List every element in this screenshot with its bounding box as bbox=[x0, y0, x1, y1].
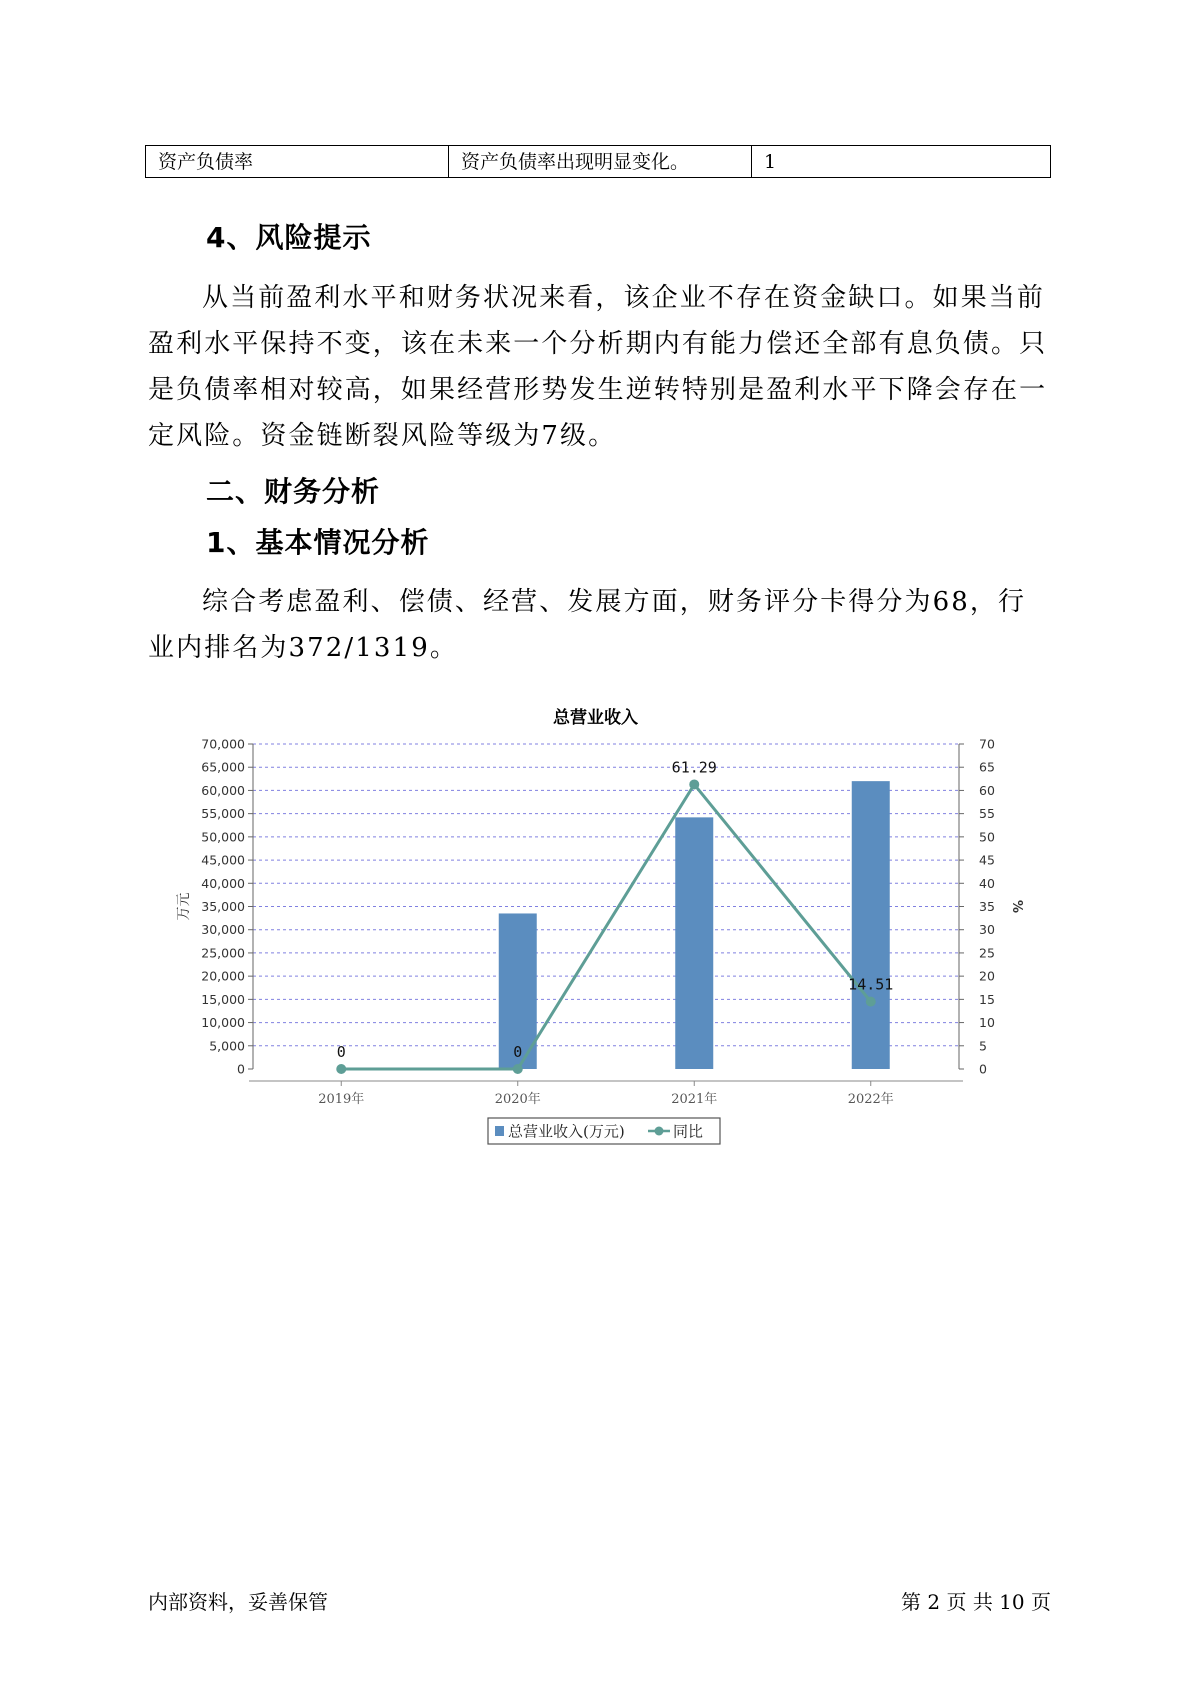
y-tick-label: 60,000 bbox=[201, 782, 245, 798]
x-axis-ticks bbox=[318, 1081, 894, 1107]
bar-series bbox=[499, 781, 890, 1069]
y-tick-label: 70,000 bbox=[201, 736, 245, 752]
y2-tick-label: 25 bbox=[979, 945, 995, 961]
revenue-bar bbox=[852, 781, 890, 1069]
left-axis-label: 万元 bbox=[176, 892, 192, 921]
line-series bbox=[336, 758, 893, 1074]
y2-tick-label: 10 bbox=[979, 1015, 995, 1031]
x-tick-label: 2021年 bbox=[671, 1092, 718, 1107]
risk-paragraph: 从当前盈利水平和财务状况来看，该企业不存在资金缺口。如果当前盈利水平保持不变，该在未来一个分析期内有能力偿还全部有息负债。只是负债率相对较高，如果经营形势发生逆转特别是盈利水平下降会存在一定风险。资金链断裂风险等级为7级。 bbox=[148, 283, 1048, 451]
risk-heading: 4、风险提示 bbox=[206, 221, 372, 254]
y2-tick-label: 70 bbox=[979, 736, 995, 752]
basic-analysis-paragraph: 综合考虑盈利、偿债、经营、发展方面，财务评分卡得分为68，行业内排名为372/1319。 bbox=[148, 587, 1027, 663]
y2-tick-label: 35 bbox=[979, 899, 995, 914]
yoy-data-label: 0 bbox=[336, 1043, 346, 1061]
y-tick-label: 40,000 bbox=[201, 875, 245, 891]
yoy-point bbox=[513, 1064, 523, 1074]
yoy-data-label: 14.51 bbox=[848, 975, 894, 994]
table-cell-description: 资产负债率出现明显变化。 bbox=[449, 146, 752, 177]
y-tick-label: 5,000 bbox=[209, 1038, 245, 1054]
footer-page-number: 第 2 页 共 10 页 bbox=[901, 1590, 1051, 1614]
legend-line-label: 同比 bbox=[673, 1122, 704, 1141]
y-tick-label: 15,000 bbox=[201, 991, 245, 1007]
footer-confidential: 内部资料，妥善保管 bbox=[148, 1590, 328, 1614]
yoy-point bbox=[336, 1064, 346, 1074]
y-tick-label: 65,000 bbox=[201, 759, 245, 775]
y-tick-label: 55,000 bbox=[201, 806, 245, 822]
y-tick-label: 20,000 bbox=[201, 968, 245, 984]
right-axis-ticks bbox=[959, 737, 995, 1077]
yoy-line bbox=[341, 784, 871, 1069]
y-tick-label: 30,000 bbox=[201, 922, 245, 938]
yoy-data-label: 61.29 bbox=[671, 758, 717, 777]
legend-bar-swatch bbox=[495, 1126, 504, 1136]
right-axis-label: % bbox=[1009, 899, 1024, 914]
yoy-data-label: 0 bbox=[513, 1043, 523, 1061]
table-cell-value: 1 bbox=[764, 151, 777, 173]
y-tick-label: 0 bbox=[237, 1061, 245, 1077]
y-tick-label: 10,000 bbox=[201, 1015, 245, 1031]
yoy-point bbox=[689, 779, 699, 789]
y2-tick-label: 45 bbox=[979, 852, 995, 868]
y2-tick-label: 5 bbox=[979, 1038, 987, 1054]
chart-legend bbox=[488, 1118, 720, 1144]
y2-tick-label: 55 bbox=[979, 806, 995, 822]
y2-tick-label: 50 bbox=[979, 829, 995, 845]
y2-tick-label: 60 bbox=[979, 782, 995, 798]
legend-bar-label: 总营业收入(万元) bbox=[508, 1122, 625, 1141]
x-tick-label: 2019年 bbox=[318, 1092, 365, 1107]
y-tick-label: 35,000 bbox=[201, 899, 245, 914]
indicator-table-row bbox=[145, 145, 1051, 178]
y2-tick-label: 65 bbox=[979, 759, 995, 775]
basic-analysis-heading: 1、基本情况分析 bbox=[206, 526, 430, 559]
x-tick-label: 2022年 bbox=[847, 1092, 894, 1107]
legend-line-marker bbox=[655, 1127, 664, 1136]
chart-title: 总营业收入 bbox=[553, 708, 638, 728]
y2-tick-label: 20 bbox=[979, 968, 995, 984]
y2-tick-label: 0 bbox=[979, 1061, 987, 1077]
left-axis-ticks bbox=[201, 737, 253, 1077]
finance-heading: 二、财务分析 bbox=[206, 475, 381, 508]
x-tick-label: 2020年 bbox=[494, 1092, 541, 1107]
y2-tick-label: 40 bbox=[979, 875, 995, 891]
y-tick-label: 45,000 bbox=[201, 852, 245, 868]
y2-tick-label: 15 bbox=[979, 991, 995, 1007]
revenue-chart bbox=[160, 730, 1040, 1150]
table-cell-indicator: 资产负债率 bbox=[146, 146, 449, 177]
yoy-point bbox=[866, 997, 876, 1007]
revenue-bar bbox=[675, 817, 713, 1069]
y2-tick-label: 30 bbox=[979, 922, 995, 938]
y-tick-label: 50,000 bbox=[201, 829, 245, 845]
y-tick-label: 25,000 bbox=[201, 945, 245, 961]
